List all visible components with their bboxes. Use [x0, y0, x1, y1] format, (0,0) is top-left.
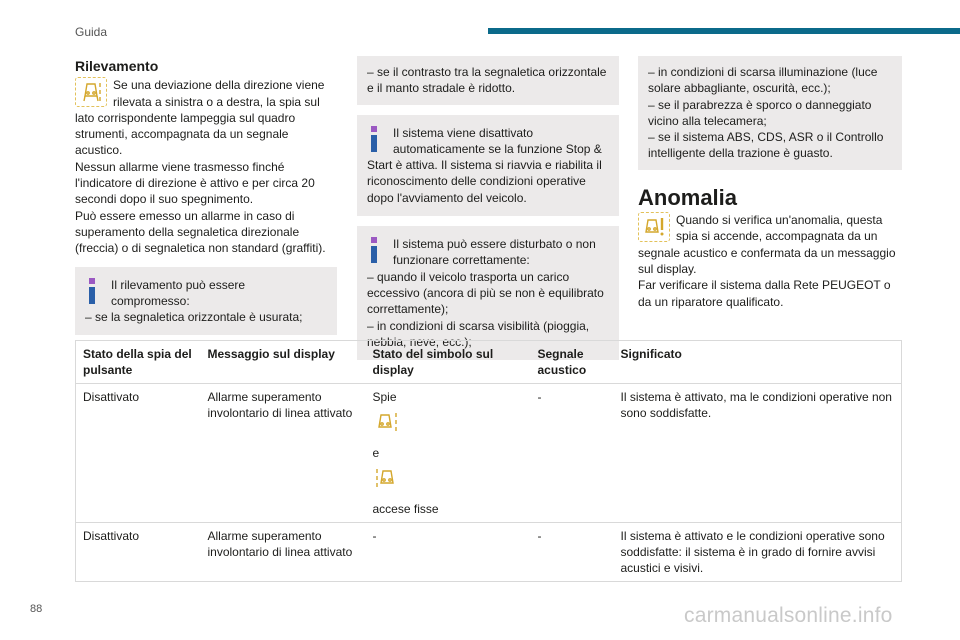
status-table [75, 340, 902, 582]
lane-fault-icon [638, 212, 670, 242]
lane-flashing-icon [373, 409, 401, 437]
detection-paragraph-2: Nessun allarme viene trasmesso finché l'indicatore di direzione è attivo e per circa 20 secondi dopo il suo spegnimento. [75, 159, 315, 207]
continuation-text: – se il contrasto tra la segnaletica orizzontale e il manto stradale è ridotto. [367, 65, 607, 96]
info-icon [369, 237, 379, 263]
symbol-label: Spie [372, 390, 397, 404]
stop-start-note [357, 115, 619, 216]
continuation-box [357, 56, 619, 105]
detection-note [75, 267, 337, 336]
column-detection [75, 58, 337, 335]
table-cell: - [372, 529, 377, 543]
table-cell: Il sistema è attivato e le condizioni operative sono soddisfatte: il sistema è in grado di fornire avvisi acustici e visivi. [620, 529, 885, 575]
table-header: Messaggio sul display [207, 347, 335, 361]
note-line-1: Il rilevamento può essere compromesso: [111, 277, 246, 308]
table-cell: Il sistema è attivato, ma le condizioni operative non sono soddisfatte. [620, 390, 892, 420]
note-line-2: – se la segnaletica orizzontale è usurata; [85, 310, 303, 325]
table-cell [366, 384, 531, 523]
page-number: 88 [30, 603, 43, 615]
table-cell: Allarme superamento involontario di linea attivato [207, 390, 353, 420]
disturbance-intro: Il sistema può essere disturbato o non funzionare correttamente: [393, 237, 596, 268]
table-header: Segnale acustico [537, 347, 587, 377]
table-cell: - [537, 529, 542, 543]
detection-heading: Rilevamento [75, 58, 159, 74]
stop-start-text: Il sistema viene disattivato automaticamente se la funzione Stop & Start è attiva. Il sistema si riavvia e riabilita il riconoscimento delle condizioni operative dopo l'avviamento del veicolo. [367, 125, 602, 205]
conditions-item-2: – se il parabrezza è sporco o danneggiato vicino alla telecamera; [648, 97, 872, 128]
conditions-box [638, 56, 902, 170]
lane-warning-icon [75, 77, 107, 107]
conditions-item-1: – in condizioni di scarsa illuminazione (luce solare abbagliante, oscurità, ecc.); [648, 65, 878, 96]
disturbance-item-2: – in condizioni di scarsa visibilità (pioggia, nebbia, neve, ecc.); [367, 318, 590, 349]
table-cell: Disattivato [83, 529, 140, 543]
info-icon [87, 278, 97, 304]
table-header: Stato del simbolo sul display [372, 347, 494, 377]
watermark: carmanualsonline.info [684, 604, 893, 627]
table-cell: Disattivato [83, 390, 140, 404]
conditions-item-3: – se il sistema ABS, CDS, ASR o il Controllo intelligente della trazione è guasto. [648, 130, 884, 161]
lane-flashing-icon [373, 465, 401, 493]
anomaly-heading: Anomalia [638, 184, 738, 210]
disturbance-item-1: – quando il veicolo trasporta un carico eccessivo (ancora di più se non è equilibrato correttamente); [367, 269, 604, 317]
table-header: Significato [620, 347, 682, 361]
column-anomaly [638, 56, 902, 310]
detection-paragraph-3: Può essere emesso un allarme in caso di superamento della segnaletica direzionale (freccia) o di segnaletica non standard (graffiti). [75, 208, 326, 256]
header-accent-bar [488, 28, 960, 34]
table-cell: Allarme superamento involontario di linea attivato [207, 529, 353, 559]
info-icon [369, 126, 379, 152]
section-title: Guida [75, 25, 108, 39]
table-row [76, 523, 902, 582]
symbol-state: accese fisse [372, 502, 439, 516]
symbol-conjunction: e [372, 446, 380, 460]
anomaly-paragraph-1: Quando si verifica un'anomalia, questa spia si accende, accompagnata da un segnale acustico e confermata da un messaggio sul display. [638, 213, 896, 276]
table-header-row [76, 341, 902, 384]
table-header: Stato della spia del pulsante [83, 347, 192, 377]
detection-paragraph-1: Se una deviazione della direzione viene rilevata a sinistra o a destra, la spia sul lato corrispondente lampeggia sul quadro strumenti, accompagnata da un segnale acustico. [75, 78, 325, 158]
table-row [76, 384, 902, 523]
anomaly-paragraph-2: Far verificare il sistema dalla Rete PEUGEOT o da un riparatore qualificato. [638, 278, 891, 309]
column-middle [357, 56, 619, 360]
table-cell: - [537, 390, 542, 404]
